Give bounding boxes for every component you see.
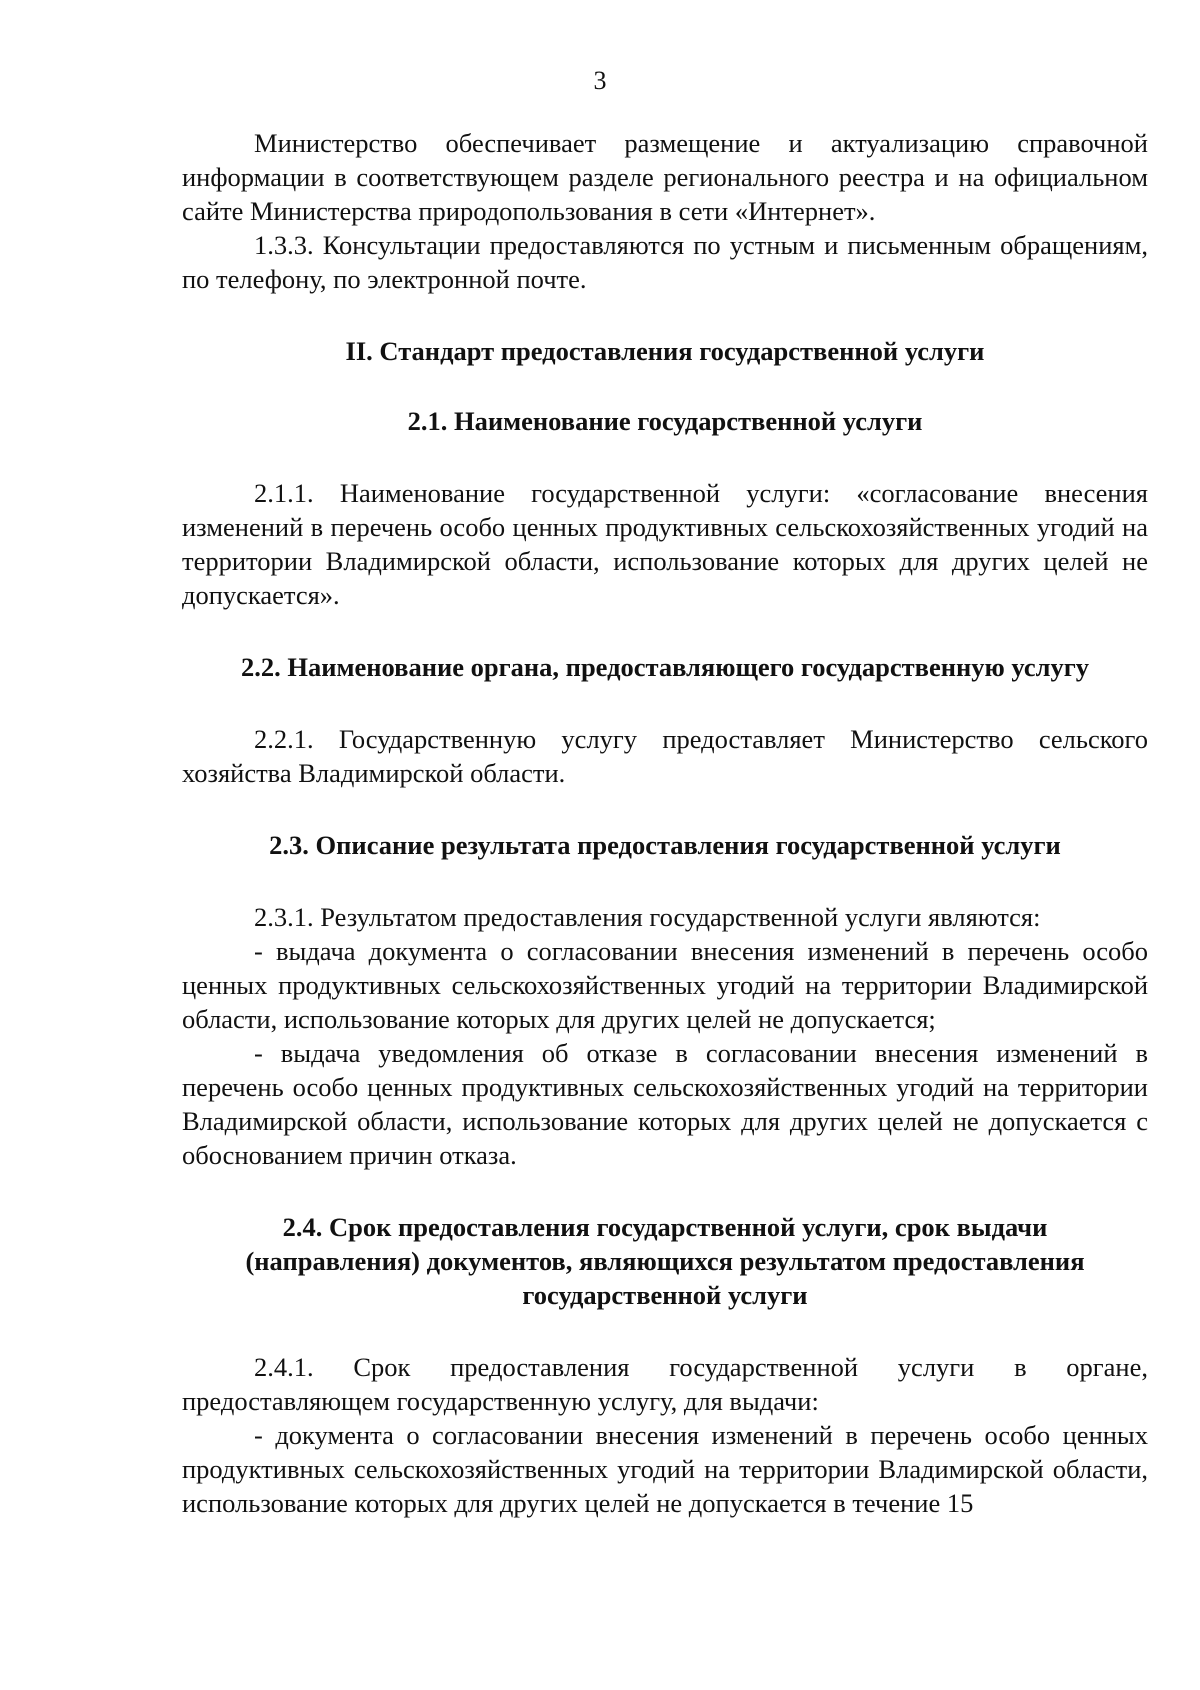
heading-2-2: 2.2. Наименование органа, предоставляющего государственную услугу xyxy=(240,652,1090,682)
paragraph-2-2-1: 2.2.1. Государственную услугу предоставляет Министерство сельского хозяйства Владимирской области. xyxy=(182,724,1148,788)
list-item-result-approval: - выдача документа о согласовании внесения изменений в перечень особо ценных продуктивных сельскохозяйственных угодий на территории Владимирской области, использование которых для других целей не допускается; xyxy=(182,936,1148,1034)
heading-2-4-line-3: государственной услуги xyxy=(522,1280,808,1310)
document-body xyxy=(182,126,1148,1520)
paragraph-2-1-1: 2.1.1. Наименование государственной услуги: «согласование внесения изменений в перечень особо ценных продуктивных сельскохозяйственных угодий на территории Владимирской области, использование которых для других целей не допускается». xyxy=(182,478,1148,610)
heading-2-4-line-1: 2.4. Срок предоставления государственной услуги, срок выдачи xyxy=(282,1212,1048,1242)
list-item-result-refusal: - выдача уведомления об отказе в согласовании внесения изменений в перечень особо ценных продуктивных сельскохозяйственных угодий на территории Владимирской области, использование которых для других целей не допускается с обоснованием причин отказа. xyxy=(182,1038,1148,1170)
heading-2-3: 2.3. Описание результата предоставления государственной услуги xyxy=(269,830,1061,860)
heading-2-4 xyxy=(182,1210,1148,1312)
paragraph-2-3-1: 2.3.1. Результатом предоставления государственной услуги являются: xyxy=(254,902,1041,932)
heading-2-1: 2.1. Наименование государственной услуги xyxy=(407,406,923,436)
page-number: 3 xyxy=(593,66,607,95)
paragraph-reference-info: Министерство обеспечивает размещение и актуализацию справочной информации в соответствующем разделе регионального реестра и на официальном сайте Министерства природопользования в сети «Интернет». xyxy=(182,128,1148,226)
paragraph-1-3-3: 1.3.3. Консультации предоставляются по устным и письменным обращениям, по телефону, по электронной почте. xyxy=(182,230,1148,294)
heading-2-4-line-2: (направления) документов, являющихся результатом предоставления xyxy=(245,1246,1085,1276)
list-item-term-approval: - документа о согласовании внесения изменений в перечень особо ценных продуктивных сельскохозяйственных угодий на территории Владимирской области, использование которых для других целей не допускается в течение 15 xyxy=(182,1420,1148,1518)
paragraph-2-4-1: 2.4.1. Срок предоставления государственной услуги в органе, предоставляющем государственную услугу, для выдачи: xyxy=(182,1352,1148,1416)
section-title: II. Стандарт предоставления государственной услуги xyxy=(345,336,985,366)
